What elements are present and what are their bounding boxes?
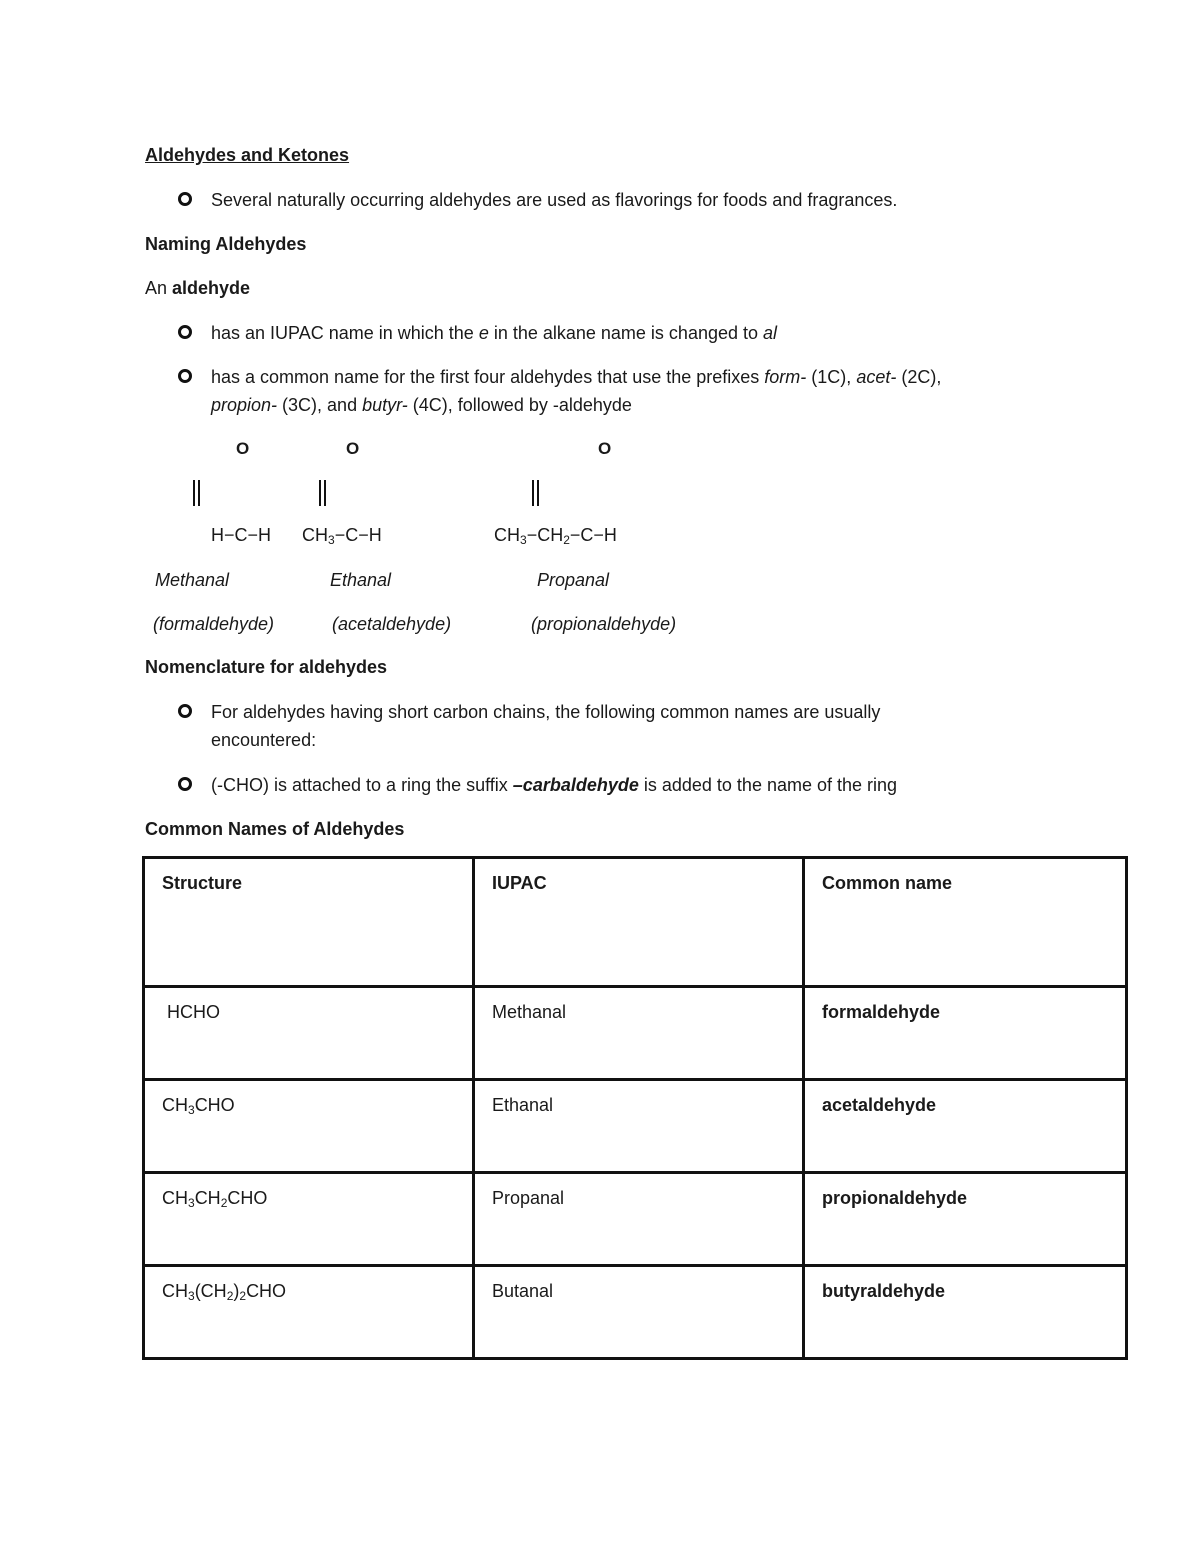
cell-iupac: Ethanal (474, 1080, 804, 1173)
oxygen-ethanal: O (346, 439, 360, 458)
common-text-2: (1C), (806, 367, 857, 387)
table-header-row (144, 858, 1127, 987)
header-common-name: Common name (804, 858, 1127, 987)
table-row (144, 1173, 1127, 1266)
structure-sub: 2 (226, 1289, 234, 1303)
cell-common-name: formaldehyde (804, 987, 1127, 1080)
structure-part: CH (162, 1281, 188, 1301)
nomenclature-heading: Nomenclature for aldehydes (145, 657, 388, 677)
nomen-b2-text-1: (-CHO) is attached to a ring the suffix (211, 775, 513, 795)
double-bond-icon (193, 480, 200, 506)
oxygen-propanal: O (598, 439, 612, 458)
structure-part: CH (162, 1188, 188, 1208)
common-names-table (142, 856, 1128, 1360)
common-text-5: (4C), followed by -aldehyde (407, 395, 632, 415)
double-bond-icon (319, 480, 326, 506)
aldehyde-word: aldehyde (172, 278, 251, 298)
table-row (144, 1266, 1127, 1359)
structure-sub: 2 (239, 1289, 247, 1303)
structure-sub: 2 (220, 1196, 228, 1210)
propanal-sub2: 2 (563, 533, 570, 547)
structure-part: CH (162, 1095, 188, 1115)
methanal-common: (formaldehyde) (153, 614, 275, 634)
cell-common-name: butyraldehyde (804, 1266, 1127, 1359)
propanal-f3: −C−H (569, 525, 617, 545)
ethanal-formula (302, 524, 382, 546)
structure-part: (CH (194, 1281, 227, 1301)
methanal-name: Methanal (155, 570, 230, 590)
propanal-name: Propanal (537, 570, 610, 590)
table-row (144, 1080, 1127, 1173)
an-aldehyde-line (145, 277, 250, 299)
structure-sub: 3 (188, 1103, 195, 1117)
common-names-heading: Common Names of Aldehydes (145, 819, 405, 839)
iupac-text-2: in the alkane name is changed to (488, 323, 764, 343)
structure-part: CHO (227, 1188, 268, 1208)
propanal-sub1: 3 (520, 533, 527, 547)
cell-structure (144, 1080, 474, 1173)
cell-structure (144, 987, 474, 1080)
common-text-1: has a common name for the first four aldehydes that use the prefixes (211, 367, 765, 387)
prefix-butyr: butyr- (362, 395, 408, 415)
nomen-bullet1-line1: For aldehydes having short carbon chains, the following common names are usually (211, 702, 881, 722)
ethanal-common: (acetaldehyde) (332, 614, 452, 634)
bullet-circle-icon (178, 704, 192, 718)
header-iupac: IUPAC (474, 858, 804, 987)
propanal-f1: CH (494, 525, 520, 545)
an-prefix: An (145, 278, 173, 298)
iupac-bullet-text (211, 322, 777, 344)
ethanal-f2: −C−H (334, 525, 382, 545)
structure-part: CH (194, 1188, 221, 1208)
structure-part: CHO (246, 1281, 287, 1301)
cell-common-name: propionaldehyde (804, 1173, 1127, 1266)
structure-part: CHO (194, 1095, 235, 1115)
bullet-circle-icon (178, 369, 192, 383)
propanal-formula (494, 524, 617, 546)
iupac-e: e (478, 323, 489, 343)
structure-part: ) (233, 1281, 240, 1301)
prefix-form: form- (764, 367, 807, 387)
structure-sub: 3 (188, 1289, 195, 1303)
ethanal-name: Ethanal (330, 570, 392, 590)
nomen-bullet2-text (211, 774, 897, 796)
oxygen-methanal: O (236, 439, 250, 458)
structure-sub: 3 (188, 1196, 195, 1210)
cell-common-name: acetaldehyde (804, 1080, 1127, 1173)
cell-iupac: Propanal (474, 1173, 804, 1266)
common-text-3: (2C), (896, 367, 942, 387)
cell-structure (144, 1266, 474, 1359)
structure-text: HCHO (162, 1002, 220, 1022)
propanal-f2: −CH (526, 525, 564, 545)
intro-bullet-text: Several naturally occurring aldehydes are used as flavorings for foods and fragrances. (211, 190, 898, 210)
carbaldehyde-suffix: –carbaldehyde (512, 775, 639, 795)
page-title: Aldehydes and Ketones (145, 145, 350, 165)
ethanal-f1: CH (302, 525, 328, 545)
iupac-text-1: has an IUPAC name in which the (211, 323, 479, 343)
methanal-formula: H−C−H (211, 525, 272, 545)
nomen-bullet1-line2: encountered: (211, 730, 317, 750)
bullet-circle-icon (178, 192, 192, 206)
header-structure: Structure (144, 858, 474, 987)
iupac-al: al (763, 323, 778, 343)
common-bullet-line1 (211, 366, 941, 388)
cell-iupac: Butanal (474, 1266, 804, 1359)
common-text-4: (3C), and (277, 395, 363, 415)
double-bond-icon (532, 480, 539, 506)
propanal-common: (propionaldehyde) (531, 614, 677, 634)
prefix-acet: acet- (856, 367, 897, 387)
nomen-b2-text-2: is added to the name of the ring (638, 775, 898, 795)
bullet-circle-icon (178, 777, 192, 791)
bullet-circle-icon (178, 325, 192, 339)
cell-iupac: Methanal (474, 987, 804, 1080)
table-row (144, 987, 1127, 1080)
common-bullet-line2 (211, 394, 632, 416)
naming-heading: Naming Aldehydes (145, 234, 307, 254)
cell-structure (144, 1173, 474, 1266)
prefix-propion: propion- (211, 395, 278, 415)
ethanal-sub: 3 (328, 533, 335, 547)
